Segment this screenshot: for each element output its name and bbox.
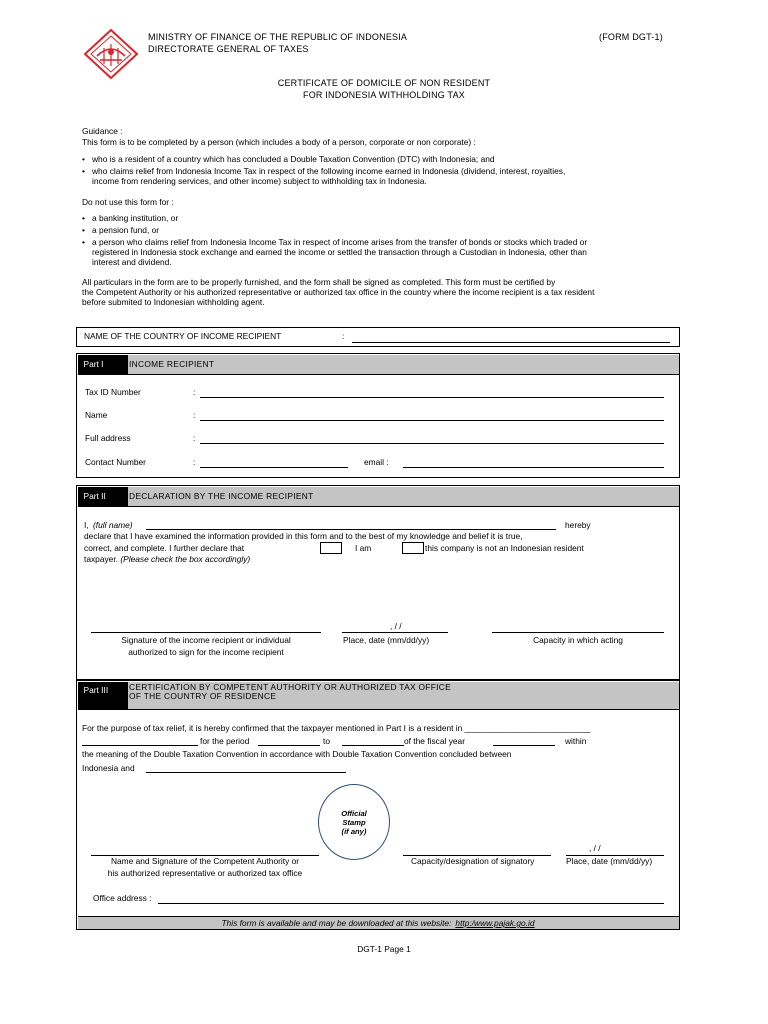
country-blank-input[interactable]	[82, 745, 198, 746]
ministry-logo	[82, 28, 140, 80]
official-stamp	[318, 784, 390, 860]
part2-date-mark: , / /	[390, 621, 402, 631]
part2-signature-line[interactable]	[91, 632, 321, 633]
full-address-colon: :	[193, 433, 196, 443]
period-from-input[interactable]	[258, 745, 320, 746]
country-input[interactable]	[352, 342, 670, 343]
i-am-checkbox[interactable]	[320, 542, 342, 554]
footer-bar	[78, 916, 679, 929]
particulars-line: before submited to Indonesian withholding agent.	[82, 297, 265, 307]
name-label: Name	[85, 410, 108, 420]
name-colon: :	[193, 410, 196, 420]
contact-input[interactable]	[200, 467, 348, 468]
form-title-line-2: FOR INDONESIA WITHHOLDING TAX	[303, 90, 465, 100]
do-not-bullet-continuation: interest and dividend.	[92, 257, 172, 267]
part2-title: DECLARATION BY THE INCOME RECIPIENT	[129, 491, 314, 501]
email-input[interactable]	[403, 467, 664, 468]
part3-title-1: CERTIFICATION BY COMPETENT AUTHORITY OR AUTHORIZED TAX OFFICE	[129, 682, 451, 692]
part2-signature-label-2: authorized to sign for the income recipient	[128, 647, 284, 657]
office-address-label: Office address :	[93, 893, 152, 903]
full-name-input[interactable]	[146, 529, 556, 530]
guidance-heading: Guidance :	[82, 126, 123, 136]
guidance-intro: This form is to be completed by a person (which includes a body of a person, corporate or non corporate) :	[82, 137, 476, 147]
do-not-bullet-continuation: registered in Indonesia stock exchange and earned the income or settled the transaction through a Custodian in Indonesia, other than	[92, 247, 587, 257]
period-to-input[interactable]	[342, 745, 404, 746]
declaration-line-4	[84, 554, 250, 564]
part1-title: INCOME RECIPIENT	[129, 359, 215, 369]
tax-id-input[interactable]	[200, 397, 664, 398]
tax-id-label: Tax ID Number	[85, 387, 141, 397]
to-label: to	[323, 736, 330, 746]
check-hint: (Please check the box accordingly)	[120, 554, 251, 564]
i-am-label: I am	[355, 543, 372, 553]
certification-line-3: the meaning of the Double Taxation Convention in accordance with Double Taxation Convention concluded between	[82, 749, 512, 759]
do-not-use-heading: Do not use this form for :	[82, 197, 174, 207]
stamp-line-2: Stamp	[342, 817, 366, 827]
full-address-input[interactable]	[200, 443, 664, 444]
form-code: (FORM DGT-1)	[599, 32, 663, 42]
email-label: email :	[364, 457, 389, 467]
declaration-line-2: declare that I have examined the information provided in this form and to the best of my knowledge and belief it is true,	[84, 531, 523, 541]
indonesia-and-label: Indonesia and	[82, 763, 135, 773]
part3-date-mark: , / /	[589, 843, 601, 853]
fiscal-year-input[interactable]	[493, 745, 555, 746]
ministry-name: MINISTRY OF FINANCE OF THE REPUBLIC OF INDONESIA	[148, 32, 408, 42]
part2-signature-label-1: Signature of the income recipient or individual	[121, 635, 291, 645]
part3-capacity-label: Capacity/designation of signatory	[411, 856, 535, 866]
full-address-label: Full address	[85, 433, 131, 443]
part3-title-2: OF THE COUNTRY OF RESIDENCE	[129, 691, 277, 701]
footer-link[interactable]: http:/www.pajak.go.id	[455, 918, 535, 928]
country-label: NAME OF THE COUNTRY OF INCOME RECIPIENT	[84, 331, 282, 341]
treaty-country-input[interactable]	[146, 772, 346, 773]
hereby-text: hereby	[565, 520, 591, 530]
fiscal-year-label: of the fiscal year	[404, 736, 465, 746]
part3-label: Part III	[78, 682, 128, 709]
directorate-name: DIRECTORATE GENERAL OF TAXES	[148, 44, 309, 54]
particulars-line: All particulars in the form are to be properly furnished, and the form shall be signed as completed. This form must be certified by	[82, 277, 556, 287]
page-label: DGT-1 Page 1	[357, 944, 411, 954]
company-checkbox[interactable]	[402, 542, 424, 554]
part3-place-date-label: Place, date (mm/dd/yy)	[566, 856, 653, 866]
form-title-line-1: CERTIFICATE OF DOMICILE OF NON RESIDENT	[277, 78, 491, 88]
declaration-i: I,	[84, 520, 89, 530]
part2-capacity-label: Capacity in which acting	[533, 635, 623, 645]
company-label: this company is not an Indonesian resident	[425, 543, 584, 553]
part1-label: Part I	[78, 355, 128, 374]
within-label: within	[565, 736, 587, 746]
part2-label: Part II	[78, 487, 128, 506]
part2-capacity-line[interactable]	[492, 632, 664, 633]
contact-label: Contact Number	[85, 457, 146, 467]
stamp-line-1: Official	[341, 808, 367, 818]
guidance-bullet-continuation: income from rendering services, and other income) subject to withholding tax in Indonesia.	[92, 176, 427, 186]
taxpayer-text: taxpayer.	[84, 554, 118, 564]
part2-place-date-line[interactable]	[342, 632, 448, 633]
part3-signature-label-1: Name and Signature of the Competent Authority or	[110, 856, 300, 866]
part3-signature-label-2: his authorized representative or authorized tax office	[107, 868, 303, 878]
name-input[interactable]	[200, 420, 664, 421]
footer-text: This form is available and may be downloaded at this website:	[221, 918, 452, 928]
tax-id-colon: :	[193, 387, 196, 397]
declaration-line-3: correct, and complete. I further declare that	[84, 543, 245, 553]
part2-place-date-label: Place, date (mm/dd/yy)	[343, 635, 430, 645]
contact-colon: :	[193, 457, 196, 467]
for-period-label: for the period	[200, 736, 250, 746]
country-colon: :	[342, 331, 345, 341]
stamp-line-3: (if any)	[341, 826, 367, 836]
office-address-input[interactable]	[158, 903, 664, 904]
full-name-hint: (full name)	[93, 520, 133, 530]
particulars-line: the Competent Authority or his authorized representative or authorized tax office in the country where the income recipient is a tax resident	[82, 287, 595, 297]
certification-line-1: For the purpose of tax relief, it is hereby confirmed that the taxpayer mentioned in Part I is a resident in ___________________________	[82, 723, 591, 733]
